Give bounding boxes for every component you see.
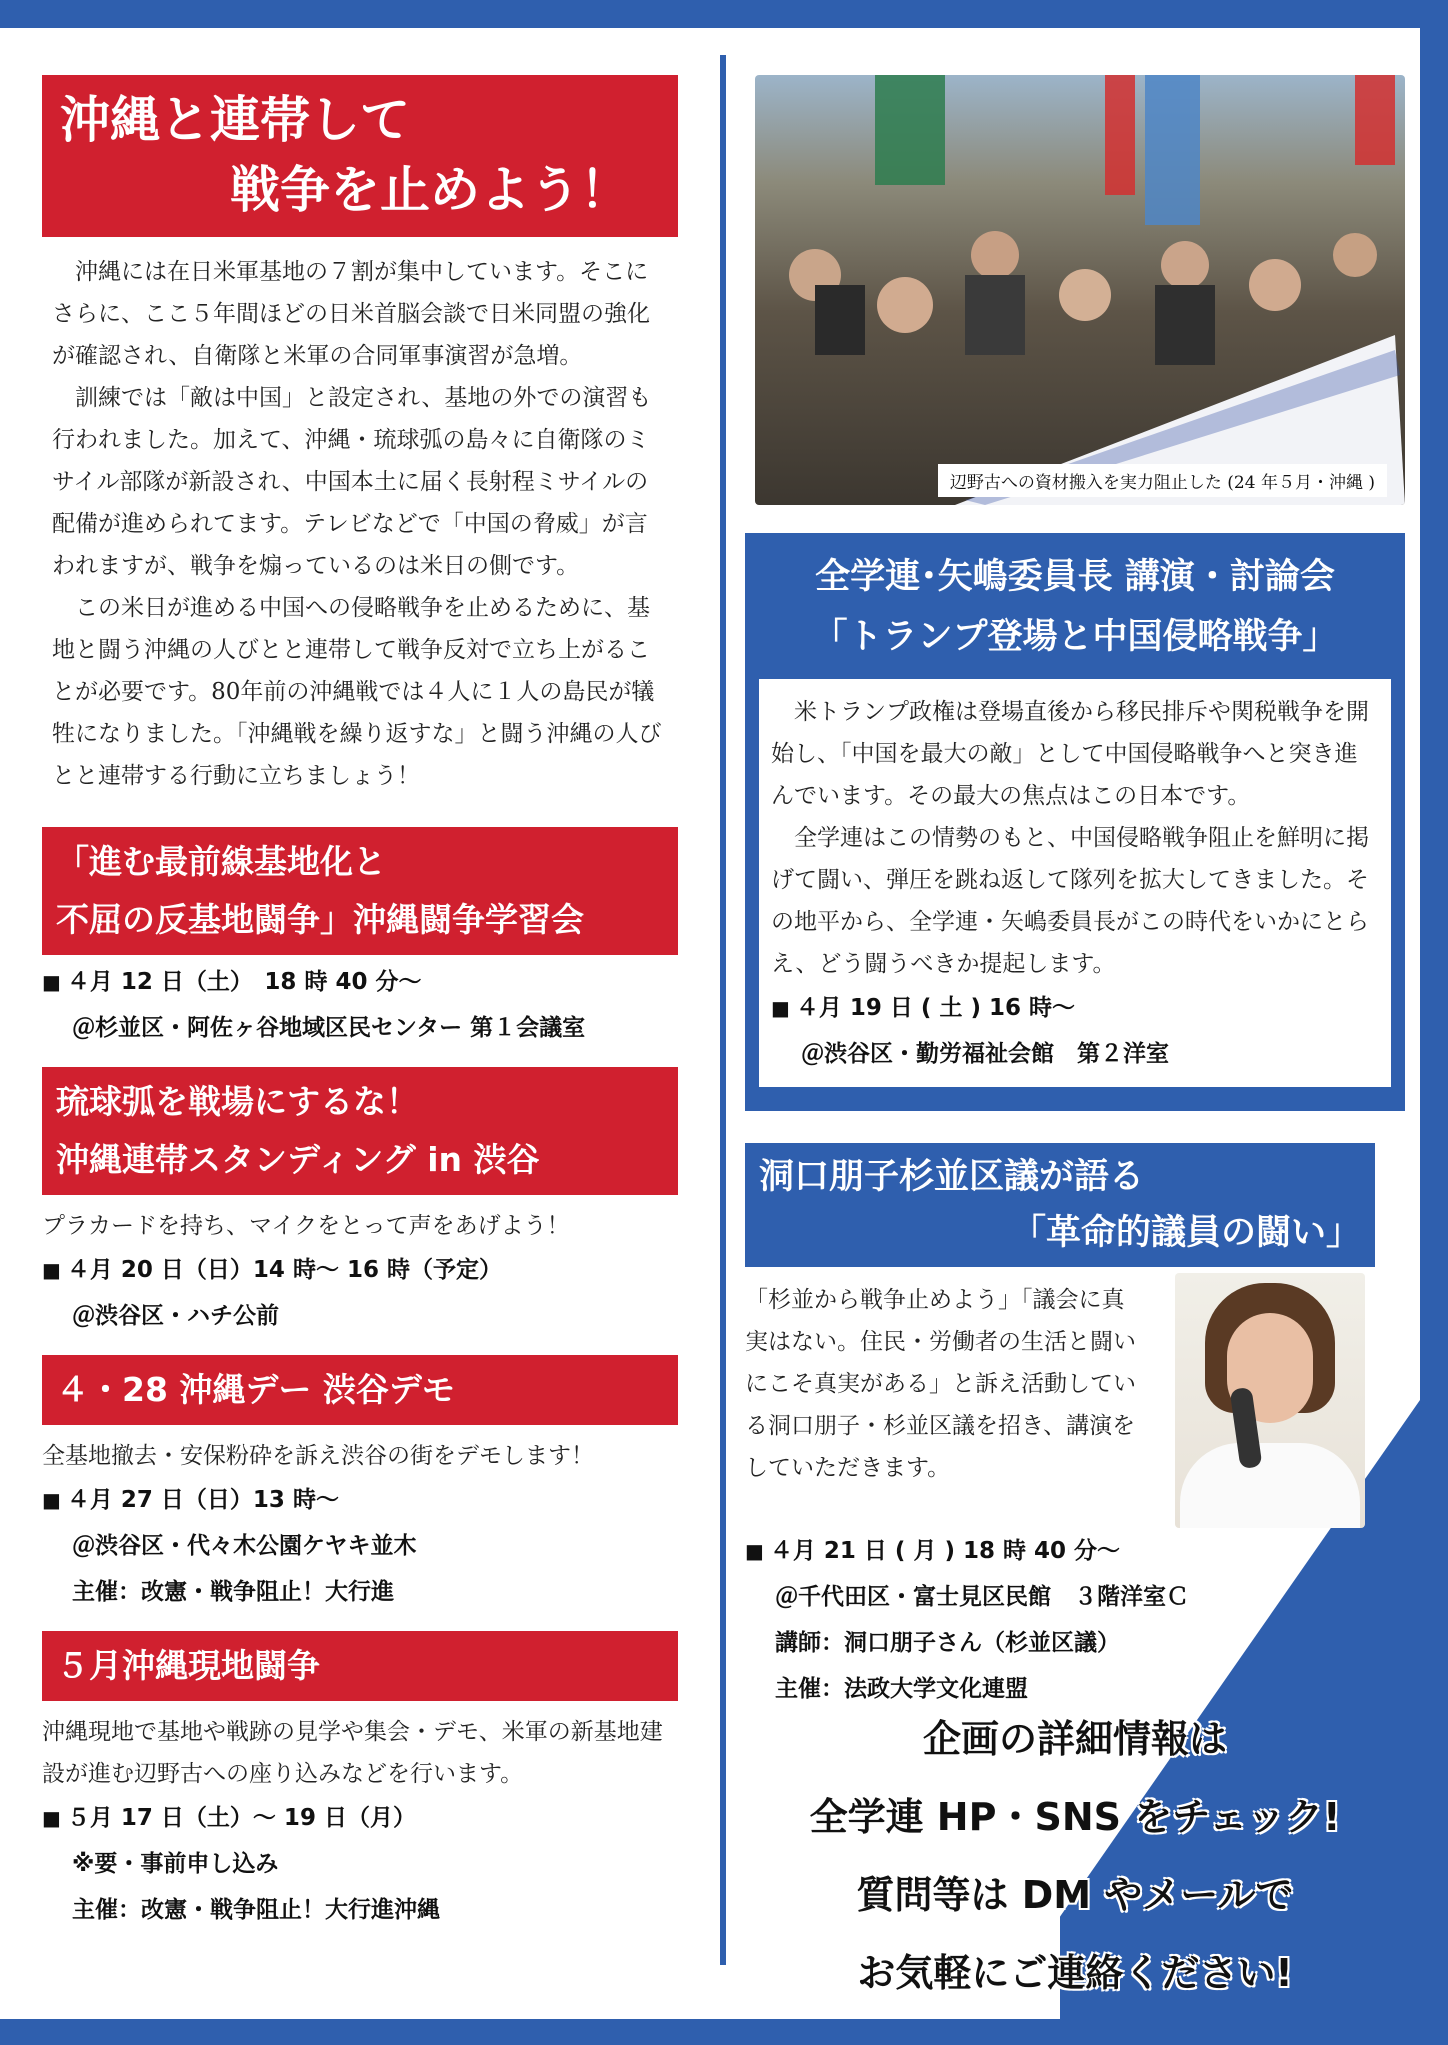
event3-organizer: 主催：改憲・戦争阻止！大行進: [72, 1579, 394, 1605]
square-bullet-icon: ■: [745, 1539, 764, 1563]
lecture-place: ＠渋谷区・勤労福祉会館 第２洋室: [801, 1041, 1169, 1067]
lecture-title-line1: 全学連･矢嶋委員長 講演・討論会: [815, 557, 1335, 597]
protest-photo-illustration: [755, 75, 1405, 505]
square-bullet-icon: ■: [42, 1806, 61, 1830]
frame-bottom-bar: [0, 2019, 1448, 2045]
talk-organizer: 主催：法政大学文化連盟: [775, 1676, 1028, 1702]
event4-note: ※要・事前申し込み: [72, 1851, 279, 1877]
event4-organizer: 主催：改憲・戦争阻止！大行進沖縄: [72, 1897, 440, 1923]
cta-line4: お気軽にご連絡ください!: [857, 1951, 1293, 1995]
event3-description: 全基地撤去・安保粉砕を訴え渋谷の街をデモします！: [42, 1443, 594, 1469]
event3-date: ４月 27 日（日）13 時～: [66, 1487, 339, 1513]
frame-top-bar: [0, 0, 1448, 28]
event1-title-line2: 不屈の反基地闘争」沖縄闘争学習会: [56, 900, 584, 939]
lecture-details: [771, 985, 1379, 1077]
event2-title-line1: 琉球弧を戦場にするな！: [56, 1082, 419, 1121]
cta-line1: 企画の詳細情報は: [922, 1717, 1227, 1761]
column-divider: [720, 55, 726, 1965]
intro-text: [42, 251, 678, 797]
event4-description: 沖縄現地で基地や戦跡の見学や集会・デモ、米軍の新基地建設が進む辺野古への座り込みなどを行います。: [42, 1719, 663, 1787]
event1-title: [42, 827, 678, 955]
talk-title-line2: 「革命的議員の闘い」: [1010, 1213, 1361, 1253]
event2-place: ＠渋谷区・ハチ公前: [72, 1303, 279, 1329]
event4-title: ５月沖縄現地闘争: [42, 1631, 678, 1701]
square-bullet-icon: ■: [42, 1488, 61, 1512]
right-column: [745, 75, 1405, 1712]
event3-details: [42, 1477, 678, 1615]
event1-place: ＠杉並区・阿佐ヶ谷地域区民センター 第１会議室: [72, 1015, 586, 1041]
protest-photo: [755, 75, 1405, 505]
event1-date: ４月 12 日（土） 18 時 40 分～: [66, 969, 422, 995]
main-title-line2: 戦争を止めよう！: [230, 161, 630, 219]
contact-callout: [745, 1700, 1405, 2012]
photo-caption: 辺野古への資材搬入を実力阻止した (24 年５月・沖縄 ): [938, 464, 1387, 497]
frame-right-bar: [1420, 0, 1448, 2045]
lecture-date: ４月 19 日 ( 土 ) 16 時～: [795, 995, 1075, 1021]
square-bullet-icon: ■: [42, 1258, 61, 1282]
talk-title: [745, 1143, 1375, 1267]
lecture-title-line2: 「トランプ登場と中国侵略戦争」: [812, 617, 1338, 657]
event3-place: ＠渋谷区・代々木公園ケヤキ並木: [72, 1533, 417, 1559]
event2-details: [42, 1247, 678, 1339]
talk-speaker: 講師：洞口朋子さん（杉並区議）: [775, 1630, 1120, 1656]
cta-line2: 全学連 HP・SNS をチェック!: [809, 1795, 1341, 1839]
talk-details: [745, 1528, 1405, 1712]
talk-title-line1: 洞口朋子杉並区議が語る: [759, 1157, 1145, 1197]
speaker-photo: [1175, 1273, 1365, 1528]
event1-title-line1: 「進む最前線基地化と: [56, 842, 386, 881]
talk-place: ＠千代田区・富士見区民館 ３階洋室Ｃ: [775, 1584, 1189, 1610]
main-title: [42, 75, 678, 237]
lecture-paragraph-1: 米トランプ政権は登場直後から移民排斥や関税戦争を開始し、「中国を最大の敵」として中国侵略戦争へと突き進んでいます。その最大の焦点はこの日本です。: [771, 699, 1369, 809]
intro-paragraph-2: 訓練では「敵は中国」と設定され、基地の外での演習も行われました。加えて、沖縄・琉球弧の島々に自衛隊のミサイル部隊が新設され、中国本土に届く長射程ミサイルの配備が進められてます。テレビなどで「中国の脅威」が言われますが、戦争を煽っているのは米日の側です。: [52, 385, 652, 579]
square-bullet-icon: ■: [42, 970, 61, 994]
event2-title: [42, 1067, 678, 1195]
cta-line3: 質問等は DM やメールで: [856, 1873, 1294, 1917]
intro-paragraph-3: この米日が進める中国への侵略戦争を止めるために、基地と闘う沖縄の人びとと連帯して戦争反対で立ち上がることが必要です。80年前の沖縄戦では４人に１人の島民が犠牲になりました。「沖縄戦を繰り返すな」と闘う沖縄の人びとと連帯する行動に立ちましょう！: [52, 595, 662, 789]
square-bullet-icon: ■: [771, 996, 790, 1020]
lecture-box: [745, 533, 1405, 1111]
lecture-content: [759, 679, 1391, 1087]
event1-details: [42, 959, 678, 1051]
lecture-paragraph-2: 全学連はこの情勢のもと、中国侵略戦争阻止を鮮明に掲げて闘い、弾圧を跳ね返して隊列を拡大してきました。その地平から、全学連・矢嶋委員長がこの時代をいかにとらえ、どう闘うべきか提起します。: [771, 825, 1369, 977]
event4-details: [42, 1795, 678, 1933]
talk-date: ４月 21 日 ( 月 ) 18 時 40 分～: [769, 1538, 1121, 1564]
intro-paragraph-1: 沖縄には在日米軍基地の７割が集中しています。そこにさらに、ここ５年間ほどの日米首脳会談で日米同盟の強化が確認され、自衛隊と米軍の合同軍事演習が急増。: [52, 259, 650, 369]
event2-title-line2: 沖縄連帯スタンディング in 渋谷: [56, 1140, 540, 1179]
left-column: [42, 75, 678, 1933]
event2-description: プラカードを持ち、マイクをとって声をあげよう！: [42, 1213, 570, 1239]
main-title-line1: 沖縄と連帯して: [60, 91, 410, 149]
talk-profile: [745, 1279, 1405, 1528]
event2-date: ４月 20 日（日）14 時～ 16 時（予定）: [66, 1257, 502, 1283]
lecture-text: [771, 691, 1379, 985]
event4-date: ５月 17 日（土）～ 19 日（月）: [66, 1805, 416, 1831]
talk-description: 「杉並から戦争止めよう」「議会に真実はない。住民・労働者の生活と闘いにこそ真実がある」と訴え活動している洞口朋子・杉並区議を招き、講演をしていただきます。: [745, 1287, 1136, 1481]
event3-title: ４・28 沖縄デー 渋谷デモ: [42, 1355, 678, 1425]
